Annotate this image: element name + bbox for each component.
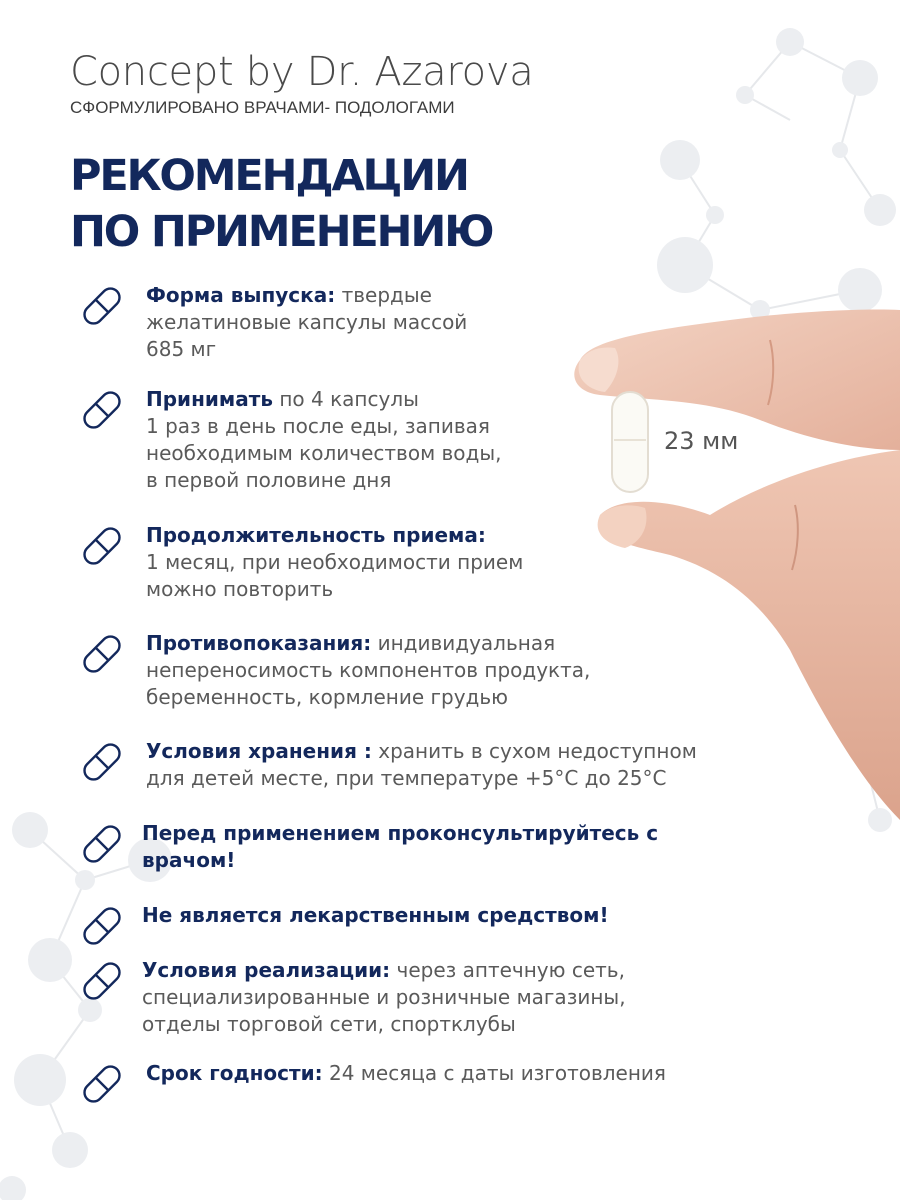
item-label: Продолжительность приема:: [146, 523, 486, 547]
item-label: Срок годности:: [146, 1061, 323, 1085]
capsule-icon: [78, 522, 126, 570]
capsule-icon: [78, 386, 126, 434]
page-title-line-1: РЕКОМЕНДАЦИИ: [70, 151, 468, 201]
item-label: Условия реализации:: [142, 958, 391, 982]
list-item-text: Форма выпуска: твердые желатиновые капсулы массой 685 мг: [146, 283, 468, 361]
list-item-text: Перед применением проконсультируйтесь с врачом!: [142, 821, 659, 872]
item-label: Перед применением проконсультируйтесь с: [142, 821, 659, 845]
capsule-icon: [78, 820, 126, 868]
list-item-text: Срок годности: 24 месяца с даты изготовления: [146, 1061, 666, 1085]
page-title-line-2: ПО ПРИМЕНЕНИЮ: [70, 207, 493, 257]
list-item-text: Условия реализации: через аптечную сеть, специализированные и розничные магазины, отделы торговой сети, спортклубы: [142, 958, 626, 1036]
list-item-text: Продолжительность приема: 1 месяц, при необходимости прием можно повторить: [146, 523, 524, 601]
brand-header: [70, 48, 533, 118]
capsule-icon: [78, 630, 126, 678]
capsule-icon: [78, 957, 126, 1005]
list-item-text: Противопоказания: индивидуальная непереносимость компонентов продукта, беременность, кормление грудью: [146, 631, 591, 709]
capsule-icon: [78, 902, 126, 950]
capsule-icon: [78, 1060, 126, 1108]
capsule-icon: [78, 282, 126, 330]
item-label: Не является лекарственным средством!: [142, 903, 609, 927]
brand-tagline: СФОРМУЛИРОВАНО ВРАЧАМИ- ПОДОЛОГАМИ: [70, 98, 455, 117]
item-label: Принимать: [146, 387, 273, 411]
brand-name: Concept by Dr. Azarova: [70, 49, 534, 95]
capsule-size-label: 23 мм: [664, 427, 739, 455]
item-label: Противопоказания:: [146, 631, 372, 655]
page-title: [70, 148, 492, 260]
list-item-text: Условия хранения : хранить в сухом недоступном для детей месте, при температуре +5°C до 25°C: [146, 739, 697, 790]
list-item-text: [142, 902, 609, 929]
list-item-text: Принимать по 4 капсулы 1 раз в день после еды, запивая необходимым количеством воды, в первой половине дня: [146, 387, 502, 492]
item-label: Форма выпуска:: [146, 283, 336, 307]
item-label: Условия хранения :: [146, 739, 372, 763]
capsule-icon: [78, 738, 126, 786]
